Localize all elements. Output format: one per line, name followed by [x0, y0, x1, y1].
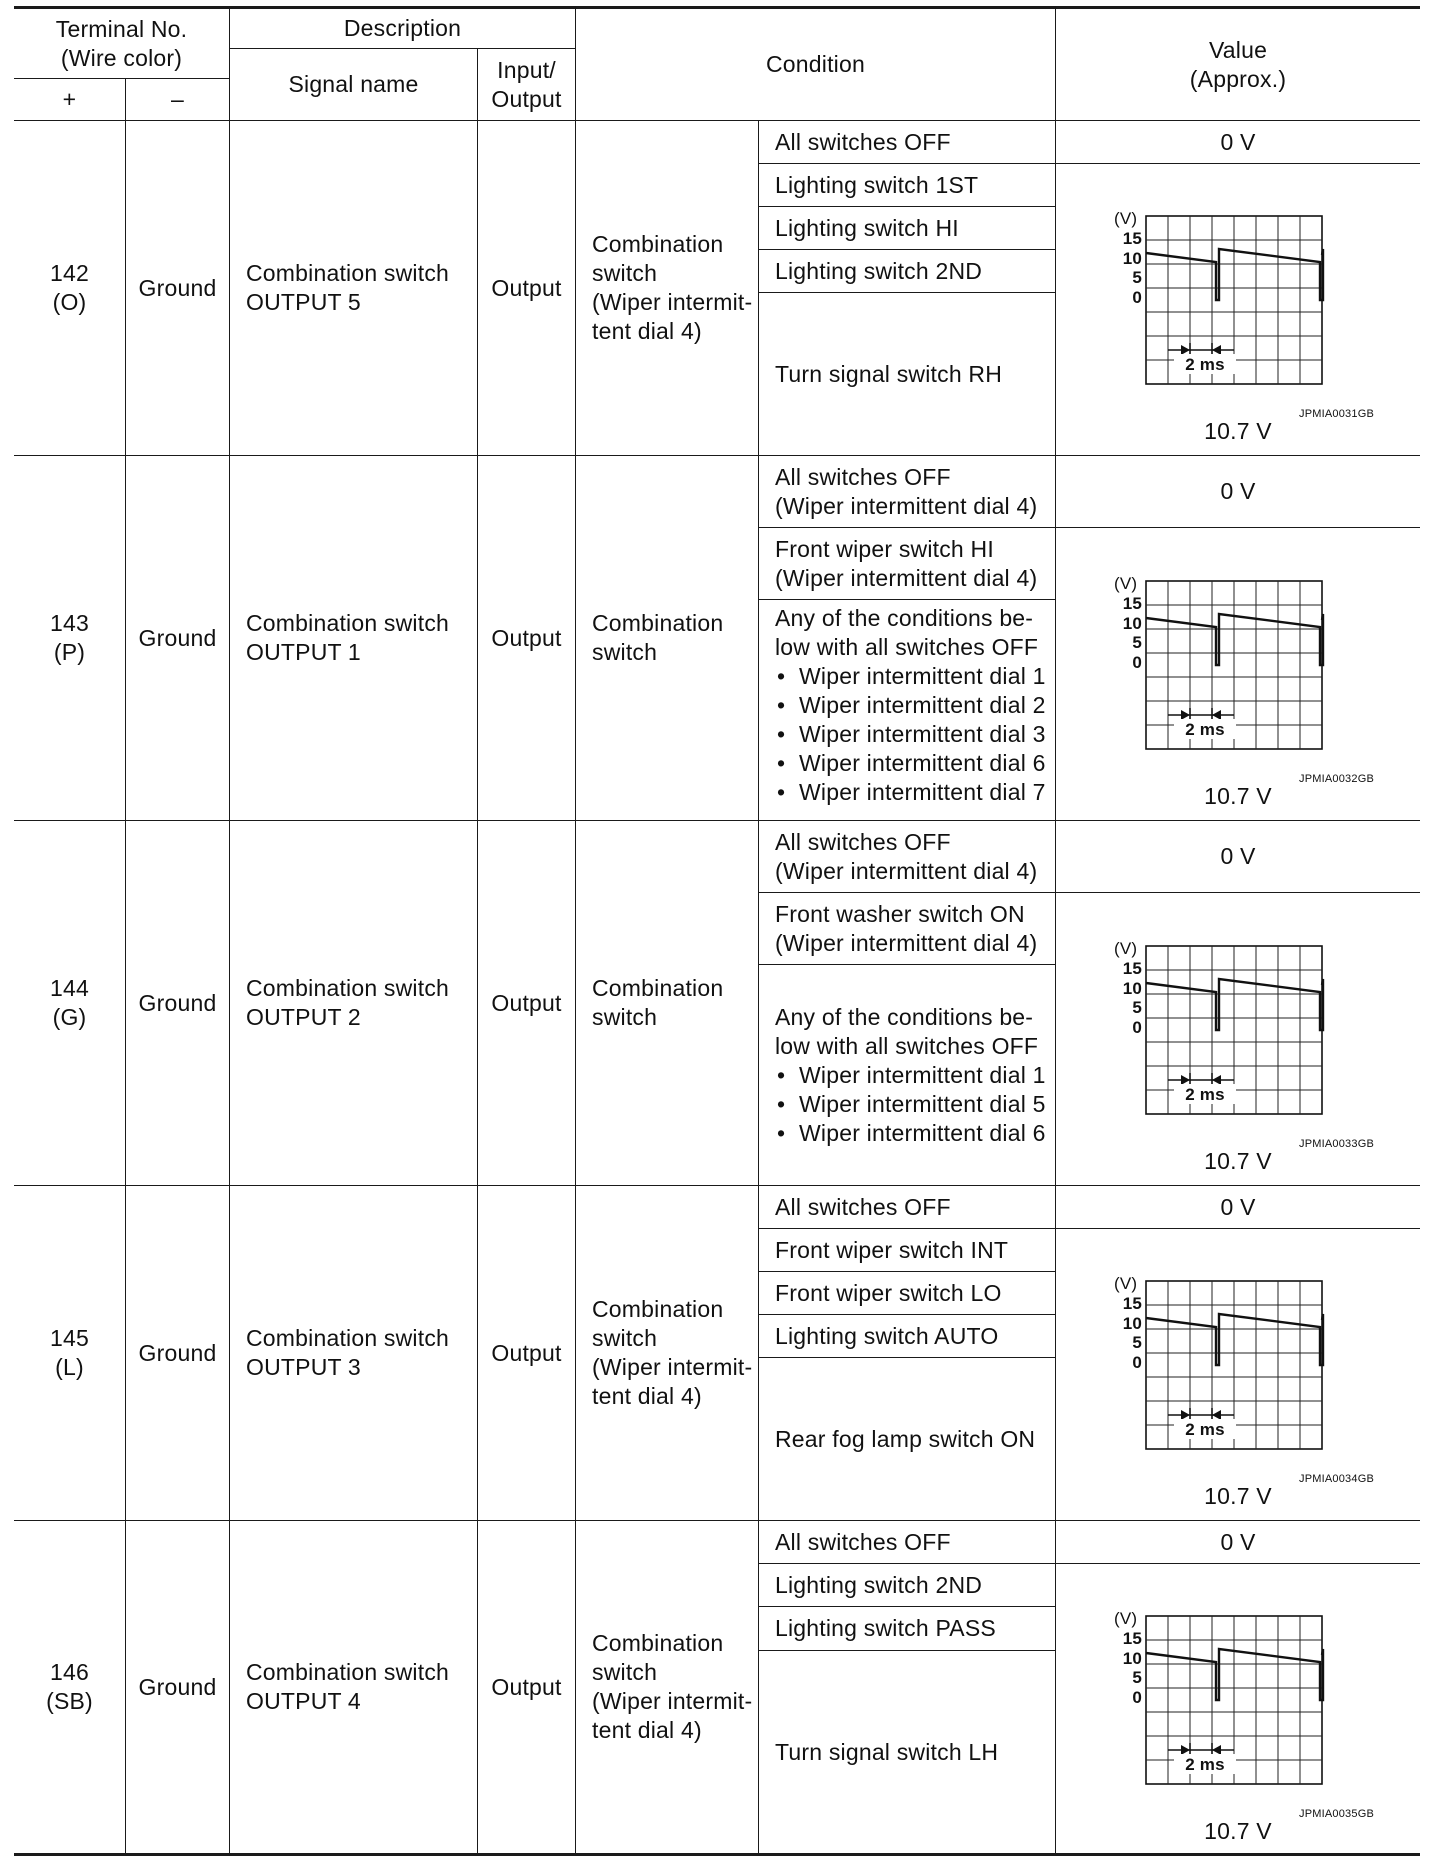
condition-142-3 — [759, 207, 1056, 250]
condition-145-5 — [759, 1358, 1056, 1521]
condition-main-142 — [576, 121, 759, 456]
ground-cell-146 — [126, 1521, 230, 1856]
axis-tick-label: 5 — [1132, 1333, 1142, 1352]
condition-142-4 — [759, 250, 1056, 293]
value-off-text: 0 V — [1220, 843, 1256, 869]
axis-unit-label: (V) — [1114, 939, 1138, 958]
condition-main-line: switch — [592, 260, 658, 286]
condition-text: Front wiper switch HI — [775, 535, 994, 562]
ground-cell-144 — [126, 821, 230, 1186]
condition-text: (Wiper intermittent dial 4) — [775, 857, 1038, 884]
header-value-text-1: Value — [1208, 36, 1268, 63]
header-io-text-1: Input/ — [497, 56, 556, 83]
oscilloscope-waveform — [1102, 935, 1374, 1150]
terminal-number: 145 — [50, 1325, 89, 1351]
condition-144-1 — [759, 821, 1056, 893]
condition-146-1 — [759, 1521, 1056, 1564]
condition-bullet: • Wiper intermittent dial 6 — [775, 749, 1055, 778]
condition-main-line: Combination — [592, 1630, 724, 1656]
condition-main-line: tent dial 4) — [592, 1383, 702, 1409]
axis-tick-label: 15 — [1122, 959, 1142, 978]
condition-142-5 — [759, 293, 1056, 456]
value-off-145 — [1056, 1186, 1420, 1229]
condition-main-146 — [576, 1521, 759, 1856]
header-plus — [14, 79, 126, 121]
condition-text: All switches OFF — [775, 828, 951, 855]
condition-text: Any of the conditions be- — [775, 1003, 1034, 1030]
condition-text: (Wiper intermittent dial 4) — [775, 929, 1038, 956]
condition-142-2 — [759, 164, 1056, 207]
axis-tick-label: 5 — [1132, 633, 1142, 652]
io-text: Output — [491, 989, 562, 1016]
header-value-text-2: (Approx.) — [1189, 65, 1287, 92]
io-cell-146 — [478, 1521, 576, 1856]
header-description-text: Description — [343, 15, 462, 41]
condition-145-4 — [759, 1315, 1056, 1358]
condition-main-line: switch — [592, 1325, 658, 1351]
terminal-cell-145 — [14, 1186, 126, 1521]
condition-text: Turn signal switch LH — [775, 1738, 999, 1765]
condition-143-2 — [759, 528, 1056, 600]
signal-cell-144 — [230, 821, 478, 1186]
header-input-output — [478, 49, 576, 121]
signal-cell-145 — [230, 1186, 478, 1521]
figure-code: JPMIA0031GB — [1299, 408, 1374, 420]
condition-text: Lighting switch 2ND — [775, 257, 983, 284]
waveform-svg — [1102, 1270, 1374, 1485]
header-signal-name — [230, 49, 478, 121]
axis-tick-label: 0 — [1132, 1018, 1142, 1037]
signal-name-line-1: Combination switch — [246, 975, 450, 1001]
terminal-cell-146 — [14, 1521, 126, 1856]
wire-color: (G) — [52, 1004, 87, 1030]
value-waveform-146 — [1056, 1564, 1420, 1856]
value-waveform-144 — [1056, 893, 1420, 1186]
condition-143-3 — [759, 600, 1056, 821]
figure-code: JPMIA0032GB — [1299, 773, 1374, 785]
value-off-text: 0 V — [1220, 1528, 1256, 1555]
axis-tick-label: 15 — [1122, 1629, 1142, 1648]
condition-text: Lighting switch 1ST — [775, 171, 979, 198]
time-scale-arrow-left — [1181, 1745, 1190, 1755]
wire-color: (L) — [55, 1354, 84, 1380]
condition-bullet: • Wiper intermittent dial 2 — [775, 691, 1055, 720]
time-scale-arrow-left — [1181, 1075, 1190, 1085]
condition-main-line: Combination — [592, 610, 724, 636]
signal-name-line-1: Combination switch — [246, 1659, 450, 1685]
header-value — [1056, 6, 1420, 121]
time-scale-label: 2 ms — [1185, 1420, 1225, 1439]
condition-text: (Wiper intermittent dial 4) — [775, 492, 1038, 519]
condition-text: Any of the conditions be- — [775, 605, 1034, 631]
axis-unit-label: (V) — [1114, 209, 1138, 228]
axis-tick-label: 15 — [1122, 1294, 1142, 1313]
signal-name-line-2: OUTPUT 3 — [246, 1354, 361, 1380]
condition-text: Front wiper switch INT — [775, 1236, 1009, 1263]
waveform-svg — [1102, 570, 1374, 785]
condition-text: low with all switches OFF — [775, 1032, 1039, 1059]
ground-text: Ground — [138, 1339, 217, 1366]
io-text: Output — [491, 1339, 562, 1366]
ground-text: Ground — [138, 1673, 217, 1700]
figure-code: JPMIA0033GB — [1299, 1138, 1374, 1150]
condition-bullet: • Wiper intermittent dial 5 — [775, 1090, 1055, 1119]
terminal-number: 144 — [50, 975, 89, 1001]
condition-text: (Wiper intermittent dial 4) — [775, 564, 1038, 591]
ground-text: Ground — [138, 624, 217, 651]
waveform-svg — [1102, 205, 1374, 420]
condition-text: Lighting switch 2ND — [775, 1571, 983, 1598]
time-scale-arrow-left — [1181, 1410, 1190, 1420]
condition-main-line: switch — [592, 639, 658, 665]
condition-bullet: • Wiper intermittent dial 1 — [775, 662, 1055, 691]
condition-bullet-list — [775, 1061, 1055, 1148]
terminal-number: 143 — [50, 610, 89, 636]
condition-143-1 — [759, 456, 1056, 528]
condition-text: All switches OFF — [775, 128, 951, 155]
value-waveform-142 — [1056, 164, 1420, 456]
ground-cell-143 — [126, 456, 230, 821]
time-scale-arrow-right — [1212, 1410, 1221, 1420]
value-on-text: 10.7 V — [1204, 1148, 1272, 1174]
terminal-number: 142 — [50, 260, 89, 286]
axis-unit-label: (V) — [1114, 1609, 1138, 1628]
condition-main-line: Combination — [592, 975, 724, 1001]
signal-name-line-1: Combination switch — [246, 260, 450, 286]
io-cell-144 — [478, 821, 576, 1186]
figure-code: JPMIA0035GB — [1299, 1808, 1374, 1820]
axis-unit-label: (V) — [1114, 574, 1138, 593]
condition-main-line: (Wiper intermit- — [592, 289, 753, 315]
value-off-144 — [1056, 821, 1420, 893]
axis-tick-label: 5 — [1132, 998, 1142, 1017]
condition-bullet: • Wiper intermittent dial 3 — [775, 720, 1055, 749]
oscilloscope-waveform — [1102, 570, 1374, 785]
value-waveform-145 — [1056, 1229, 1420, 1521]
condition-text: low with all switches OFF — [775, 634, 1039, 660]
condition-main-143 — [576, 456, 759, 821]
oscilloscope-waveform — [1102, 1605, 1374, 1820]
waveform-svg — [1102, 1605, 1374, 1820]
time-scale-label: 2 ms — [1185, 355, 1225, 374]
condition-main-line: tent dial 4) — [592, 1717, 702, 1743]
axis-tick-label: 10 — [1122, 1314, 1142, 1333]
oscilloscope-waveform — [1102, 1270, 1374, 1485]
condition-145-3 — [759, 1272, 1056, 1315]
io-cell-143 — [478, 456, 576, 821]
condition-text: Lighting switch PASS — [775, 1615, 996, 1641]
header-terminal-no-text: Terminal No. — [55, 15, 188, 42]
axis-tick-label: 0 — [1132, 1353, 1142, 1372]
oscilloscope-waveform — [1102, 205, 1374, 420]
condition-text: Lighting switch HI — [775, 214, 959, 241]
condition-bullet: • Wiper intermittent dial 1 — [775, 1061, 1055, 1090]
axis-tick-label: 5 — [1132, 268, 1142, 287]
header-signal-name-text: Signal name — [288, 71, 419, 97]
value-off-146 — [1056, 1521, 1420, 1564]
time-scale-arrow-right — [1212, 345, 1221, 355]
terminal-cell-142 — [14, 121, 126, 456]
value-waveform-143 — [1056, 528, 1420, 821]
axis-tick-label: 15 — [1122, 594, 1142, 613]
value-off-143 — [1056, 456, 1420, 528]
figure-code: JPMIA0034GB — [1299, 1473, 1374, 1485]
condition-main-145 — [576, 1186, 759, 1521]
condition-main-line: (Wiper intermit- — [592, 1354, 753, 1380]
condition-main-line: Combination — [592, 231, 724, 257]
axis-tick-label: 0 — [1132, 288, 1142, 307]
value-off-text: 0 V — [1220, 478, 1256, 504]
io-text: Output — [491, 624, 562, 651]
waveform-svg — [1102, 935, 1374, 1150]
condition-142-1 — [759, 121, 1056, 164]
axis-tick-label: 15 — [1122, 229, 1142, 248]
ground-cell-142 — [126, 121, 230, 456]
condition-145-1 — [759, 1186, 1056, 1229]
time-scale-arrow-right — [1212, 1075, 1221, 1085]
header-plus-text: + — [62, 86, 77, 112]
terminal-cell-143 — [14, 456, 126, 821]
value-on-text: 10.7 V — [1204, 783, 1272, 809]
header-io-text-2: Output — [491, 85, 562, 112]
signal-name-line-1: Combination switch — [246, 1325, 450, 1351]
condition-text: Lighting switch AUTO — [775, 1322, 999, 1349]
header-description — [230, 6, 576, 49]
ground-text: Ground — [138, 274, 217, 301]
value-off-text: 0 V — [1220, 1193, 1256, 1220]
signal-name-line-2: OUTPUT 1 — [246, 639, 361, 665]
axis-tick-label: 10 — [1122, 614, 1142, 633]
condition-text: Front washer switch ON — [775, 900, 1025, 927]
header-condition-text: Condition — [766, 51, 865, 77]
time-scale-label: 2 ms — [1185, 1755, 1225, 1774]
time-scale-arrow-right — [1212, 1745, 1221, 1755]
axis-tick-label: 5 — [1132, 1668, 1142, 1687]
condition-bullet: • Wiper intermittent dial 7 — [775, 778, 1055, 807]
axis-tick-label: 10 — [1122, 979, 1142, 998]
time-scale-arrow-left — [1181, 345, 1190, 355]
signal-name-line-2: OUTPUT 5 — [246, 289, 361, 315]
value-on-text: 10.7 V — [1204, 418, 1272, 444]
axis-tick-label: 10 — [1122, 1649, 1142, 1668]
signal-cell-142 — [230, 121, 478, 456]
value-off-142 — [1056, 121, 1420, 164]
condition-146-4 — [759, 1651, 1056, 1856]
condition-text: All switches OFF — [775, 1193, 951, 1220]
condition-text: Front wiper switch LO — [775, 1279, 1002, 1306]
condition-main-line: (Wiper intermit- — [592, 1688, 753, 1714]
condition-main-line: tent dial 4) — [592, 318, 702, 344]
ground-cell-145 — [126, 1186, 230, 1521]
time-scale-label: 2 ms — [1185, 1085, 1225, 1104]
value-on-text: 10.7 V — [1204, 1818, 1272, 1844]
condition-main-line: switch — [592, 1004, 658, 1030]
signal-cell-143 — [230, 456, 478, 821]
wire-color: (O) — [52, 289, 87, 315]
io-text: Output — [491, 1673, 562, 1700]
condition-146-2 — [759, 1564, 1056, 1607]
condition-bullet: • Wiper intermittent dial 6 — [775, 1119, 1055, 1148]
header-minus-text: – — [171, 86, 184, 112]
axis-tick-label: 0 — [1132, 1688, 1142, 1707]
value-off-text: 0 V — [1220, 128, 1256, 155]
condition-145-2 — [759, 1229, 1056, 1272]
io-cell-145 — [478, 1186, 576, 1521]
header-condition — [576, 6, 1056, 121]
signal-cell-146 — [230, 1521, 478, 1856]
wire-color: (SB) — [46, 1688, 93, 1714]
io-cell-142 — [478, 121, 576, 456]
wire-color: (P) — [53, 639, 86, 665]
value-on-text: 10.7 V — [1204, 1483, 1272, 1509]
condition-144-2 — [759, 893, 1056, 965]
axis-tick-label: 0 — [1132, 653, 1142, 672]
condition-146-3 — [759, 1607, 1056, 1651]
condition-text: Rear fog lamp switch ON — [775, 1425, 1036, 1452]
condition-main-144 — [576, 821, 759, 1186]
signal-name-line-1: Combination switch — [246, 610, 450, 636]
header-minus — [126, 79, 230, 121]
condition-144-3 — [759, 965, 1056, 1186]
ground-text: Ground — [138, 989, 217, 1016]
header-terminal-no — [14, 6, 230, 79]
condition-text: All switches OFF — [775, 1528, 951, 1555]
io-text: Output — [491, 274, 562, 301]
time-scale-arrow-right — [1212, 710, 1221, 720]
condition-main-line: Combination — [592, 1296, 724, 1322]
terminal-number: 146 — [50, 1659, 89, 1685]
condition-text: All switches OFF — [775, 463, 951, 490]
time-scale-label: 2 ms — [1185, 720, 1225, 739]
condition-main-line: switch — [592, 1659, 658, 1685]
terminal-cell-144 — [14, 821, 126, 1186]
signal-name-line-2: OUTPUT 4 — [246, 1688, 361, 1714]
condition-text: Turn signal switch RH — [775, 360, 1003, 387]
signal-name-line-2: OUTPUT 2 — [246, 1004, 361, 1030]
header-wire-color-text: (Wire color) — [60, 44, 183, 71]
time-scale-arrow-left — [1181, 710, 1190, 720]
axis-unit-label: (V) — [1114, 1274, 1138, 1293]
condition-bullet-list — [775, 662, 1055, 807]
axis-tick-label: 10 — [1122, 249, 1142, 268]
